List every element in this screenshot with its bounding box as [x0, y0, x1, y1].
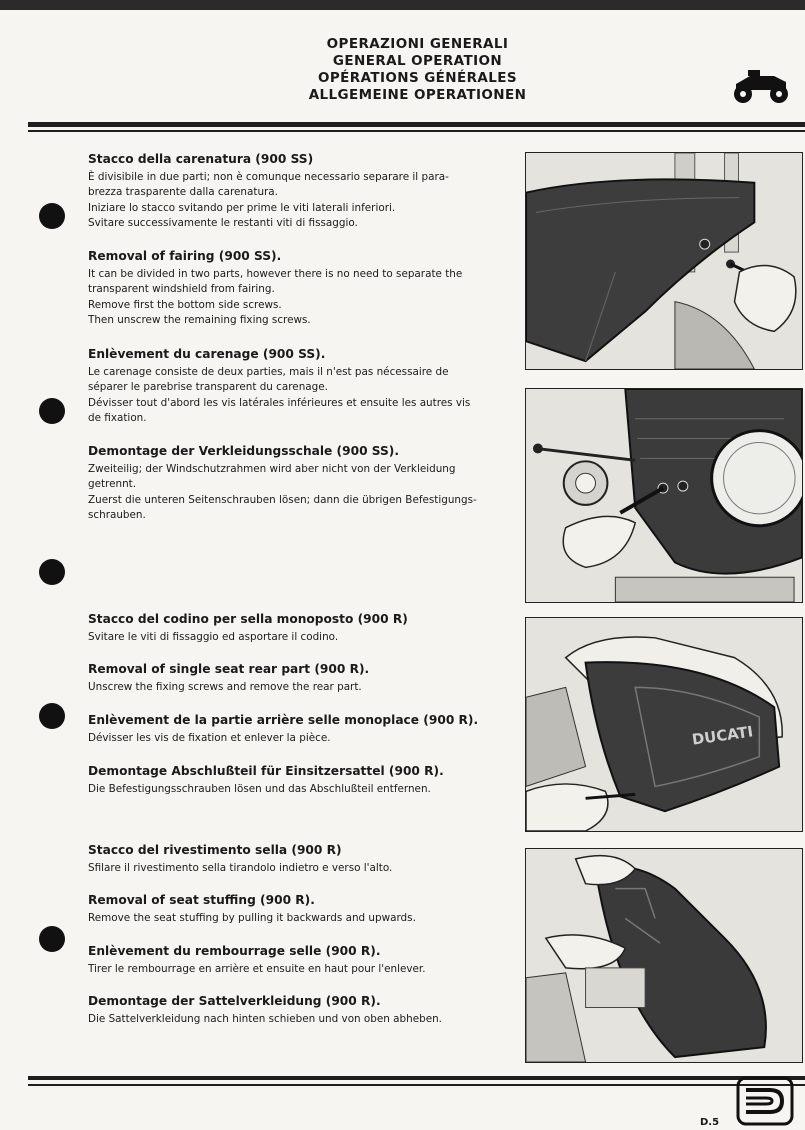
instruction-line: Die Sattelverkleidung nach hinten schieben und von oben abheben. — [88, 1013, 442, 1025]
instruction-title: Stacco del rivestimento sella (900 R) — [88, 843, 342, 857]
instruction-line: Zuerst die unteren Seitenschrauben lösen; dann die übrigen Befestigungs- — [88, 493, 477, 506]
instruction-block-fr — [88, 347, 508, 427]
instruction-line: Svitare successivamente le restanti viti di fissaggio. — [88, 217, 358, 230]
seat-brand-lettering: DUCATI — [690, 722, 755, 749]
instruction-block-fr — [88, 713, 508, 746]
instruction-title: Stacco della carenatura (900 SS) — [88, 152, 314, 166]
page-number: D.5 — [700, 1117, 720, 1128]
instruction-block-it — [88, 152, 508, 232]
instruction-block-de — [88, 444, 508, 524]
instruction-line: È divisibile in due parti; non è comunque necessario separare il para- — [88, 171, 449, 183]
instruction-line: transparent windshield from fairing. — [88, 283, 275, 296]
instruction-line: brezza trasparente dalla carenatura. — [88, 186, 278, 199]
binder-hole — [39, 559, 65, 585]
instruction-line: getrennt. — [88, 478, 137, 491]
instruction-block-en — [88, 249, 508, 329]
instruction-title: Demontage der Sattelverkleidung (900 R). — [88, 994, 381, 1008]
ducati-logo-icon — [736, 1076, 794, 1126]
instruction-line: Dévisser les vis de fixation et enlever la pièce. — [88, 732, 331, 744]
instruction-title: Enlèvement du rembourrage selle (900 R). — [88, 944, 381, 958]
instruction-block-it — [88, 612, 508, 645]
instruction-title: Removal of single seat rear part (900 R). — [88, 662, 370, 676]
instruction-title: Demontage Abschlußteil für Einsitzersattel (900 R). — [88, 764, 444, 778]
photo-fairing-side-screws — [525, 152, 803, 370]
instruction-block-fr — [88, 944, 508, 977]
instruction-line: de fixation. — [88, 412, 147, 425]
header-rule-thin — [28, 130, 805, 132]
instruction-title: Removal of seat stuffing (900 R). — [88, 893, 315, 907]
instruction-block-de — [88, 994, 508, 1027]
photo-seat-stuffing — [525, 848, 803, 1063]
top-edge-band — [0, 0, 805, 10]
instruction-line: It can be divided in two parts, however there is no need to separate the — [88, 268, 463, 280]
instruction-line: Sfilare il rivestimento sella tirandolo indietro e verso l'alto. — [88, 862, 393, 874]
binder-hole — [39, 926, 65, 952]
instruction-block-en — [88, 893, 508, 926]
instruction-title: Stacco del codino per sella monoposto (900 R) — [88, 612, 408, 626]
instruction-title: Enlèvement de la partie arrière selle monoplace (900 R). — [88, 713, 479, 727]
instruction-block-it — [88, 843, 508, 876]
instruction-line: Remove the seat stuffing by pulling it backwards and upwards. — [88, 912, 416, 924]
instruction-line: séparer le parebrise transparent du carenage. — [88, 381, 328, 394]
header-rule-thick — [28, 122, 805, 127]
binder-hole — [39, 703, 65, 729]
instruction-line: Zweiteilig; der Windschutzrahmen wird aber nicht von der Verkleidung — [88, 463, 456, 475]
motorcycle-icon — [730, 66, 792, 106]
header-title-de: ALLGEMEINE OPERATIONEN — [308, 87, 527, 103]
footer-rule-thick — [28, 1076, 805, 1080]
instruction-line: schrauben. — [88, 509, 146, 522]
instruction-line: Le carenage consiste de deux parties, mais il n'est pas nécessaire de — [88, 366, 449, 378]
header-title-it: OPERAZIONI GENERALI — [326, 36, 509, 52]
instruction-block-en — [88, 662, 508, 695]
binder-hole — [39, 203, 65, 229]
instruction-line: Then unscrew the remaining fixing screws. — [88, 314, 311, 327]
photo-seat-rear-part — [525, 617, 803, 832]
instruction-block-de — [88, 764, 508, 797]
footer-rule-thin — [28, 1084, 805, 1086]
instruction-line: Iniziare lo stacco svitando per prime le viti laterali inferiori. — [88, 201, 396, 214]
header-title-fr: OPÉRATIONS GÉNÉRALES — [317, 70, 518, 86]
instruction-title: Enlèvement du carenage (900 SS). — [88, 347, 326, 361]
instruction-line: Die Befestigungsschrauben lösen und das Abschlußteil entfernen. — [88, 783, 431, 795]
instruction-line: Tirer le rembourrage en arrière et ensuite en haut pour l'enlever. — [88, 963, 426, 975]
header-title-en: GENERAL OPERATION — [332, 53, 503, 69]
instruction-line: Unscrew the fixing screws and remove the rear part. — [88, 681, 362, 693]
page-header — [230, 36, 605, 104]
instruction-title: Removal of fairing (900 SS). — [88, 249, 282, 263]
instruction-line: Svitare le viti di fissaggio ed asportare il codino. — [88, 631, 339, 643]
photo-fairing-front-screws — [525, 388, 803, 603]
instruction-title: Demontage der Verkleidungsschale (900 SS). — [88, 444, 400, 458]
instruction-line: Dévisser tout d'abord les vis latérales inférieures et ensuite les autres vis — [88, 396, 471, 409]
instruction-line: Remove first the bottom side screws. — [88, 298, 282, 311]
binder-hole — [39, 398, 65, 424]
